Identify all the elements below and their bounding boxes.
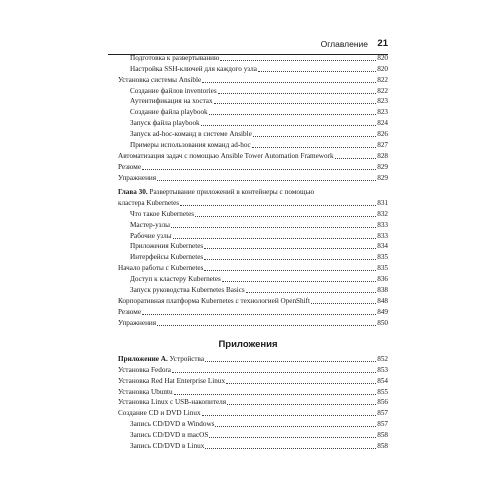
toc-entry-title: Запись CD/DVD в macOS — [130, 431, 209, 440]
toc-entry-title: Создание файла playbook — [130, 108, 208, 117]
toc-entry-title: Корпоративная платформа Kubernetes с технологией OpenShift — [118, 296, 311, 305]
toc-entry[interactable] — [118, 128, 388, 139]
toc-entry-title: Примеры использования команд ad-hoc — [130, 141, 251, 150]
toc-entry-page: 855 — [377, 387, 388, 396]
dot-leader — [246, 292, 376, 293]
toc-entry[interactable] — [118, 106, 388, 117]
toc-entry-page: 835 — [377, 264, 388, 273]
toc-entry-title: Приложения Kubernetes — [130, 242, 204, 251]
toc-entry-page: 858 — [377, 442, 388, 451]
dot-leader — [204, 259, 376, 260]
toc-entry-title: Аутентификация на хостах — [130, 97, 213, 106]
toc-entry[interactable] — [118, 364, 388, 375]
toc-entry[interactable] — [118, 407, 388, 418]
toc-entry[interactable] — [118, 375, 388, 386]
toc-entry[interactable] — [118, 139, 388, 150]
toc-entry[interactable] — [118, 241, 388, 252]
toc-entry[interactable] — [118, 52, 388, 63]
dot-leader — [202, 415, 377, 416]
toc-entry[interactable] — [118, 219, 388, 230]
toc-entry-page: 853 — [377, 365, 388, 374]
dot-leader — [205, 361, 376, 362]
toc-entry-title: Упражнения — [118, 318, 157, 327]
toc-entry-title: кластера Kubernetes — [118, 198, 180, 207]
dot-leader — [218, 93, 377, 94]
dot-leader — [335, 158, 377, 159]
toc-entry-title: Запись CD/DVD в Windows — [130, 420, 215, 429]
toc-entry-title: Автоматизация задач с помощью Ansible Tower Automation Framework — [118, 151, 334, 160]
toc-entry-page: 824 — [377, 119, 388, 128]
toc-entry-page: 823 — [377, 108, 388, 117]
dot-leader — [204, 270, 376, 271]
toc-entry-page: 827 — [377, 141, 388, 150]
toc-entry-page: 828 — [377, 151, 388, 160]
toc-entry-title: Что такое Kubernetes — [130, 209, 195, 218]
toc-entry-page: 856 — [377, 398, 388, 407]
toc-entry-title: Интерфейсы Kubernetes — [130, 253, 204, 262]
toc-entry-page: 858 — [377, 431, 388, 440]
dot-leader — [204, 248, 376, 249]
dot-leader — [209, 114, 377, 115]
toc-entry-page: 857 — [377, 409, 388, 418]
toc-entry[interactable] — [118, 230, 388, 241]
toc-entry-title: Установка Red Hat Enterprise Linux — [118, 376, 226, 385]
toc-entry-title — [118, 355, 204, 364]
toc-chapter-30 — [118, 188, 388, 328]
toc-entry[interactable] — [118, 96, 388, 107]
header-title: Оглавление — [320, 39, 368, 49]
dot-leader — [215, 426, 376, 427]
toc-entry-page: 822 — [377, 86, 388, 95]
toc-appendices — [118, 353, 388, 451]
toc-entry-title: Запись CD/DVD в Linux — [130, 442, 205, 451]
toc-entry[interactable] — [118, 208, 388, 219]
dot-leader — [226, 383, 376, 384]
toc-entry[interactable] — [118, 273, 388, 284]
toc-entry[interactable] — [118, 397, 388, 408]
toc-group-kubernetes — [118, 208, 388, 328]
toc-entry-title: Рабочие узлы — [130, 231, 172, 240]
dot-leader — [258, 71, 376, 72]
dot-leader — [227, 404, 376, 405]
toc-entry-title: Запуск ad-hoc-команд в системе Ansible — [130, 130, 252, 139]
dot-leader — [209, 437, 376, 438]
toc-entry-page: 849 — [377, 307, 388, 316]
toc-entry[interactable] — [118, 262, 388, 273]
toc-entry-page: 850 — [377, 318, 388, 327]
toc-entry[interactable] — [118, 63, 388, 74]
toc-entry[interactable] — [118, 386, 388, 397]
toc-entry-page: 834 — [377, 242, 388, 251]
toc-entry-page: 833 — [377, 220, 388, 229]
toc-entry[interactable] — [118, 161, 388, 172]
toc-entry[interactable] — [118, 440, 388, 451]
toc-entry-title: Создание файлов inventories — [130, 86, 217, 95]
toc-entry[interactable] — [118, 295, 388, 306]
toc-entry-title: Доступ к кластеру Kubernetes — [130, 275, 221, 284]
toc-entry-page: 823 — [377, 97, 388, 106]
toc-entry-title: Мастер-узлы — [130, 220, 170, 229]
toc-group-ansible — [118, 52, 388, 183]
toc-entry-title: Установка Ubuntu — [118, 387, 173, 396]
dot-leader — [195, 216, 376, 217]
toc-entry[interactable] — [118, 317, 388, 328]
dot-leader — [157, 180, 376, 181]
toc-entry-page: 822 — [377, 75, 388, 84]
dot-leader — [253, 136, 376, 137]
appendix-section-heading: Приложения — [218, 339, 278, 350]
dot-leader — [205, 448, 376, 449]
toc-entry[interactable] — [118, 418, 388, 429]
toc-entry-page: 820 — [377, 64, 388, 73]
toc-entry-page: 832 — [377, 209, 388, 218]
toc-group-appendix-a — [118, 364, 388, 451]
chapter-title-line1[interactable] — [118, 188, 388, 197]
toc-entry-page: 838 — [377, 286, 388, 295]
toc-entry-page: 854 — [377, 376, 388, 385]
toc-entry[interactable] — [118, 284, 388, 295]
toc-entry-title: Установка системы Ansible — [118, 75, 202, 84]
toc-entry-page: 857 — [377, 420, 388, 429]
toc-entry[interactable] — [118, 429, 388, 440]
chapter-label: Глава 30. — [118, 188, 148, 196]
toc-entry-page: 829 — [377, 173, 388, 182]
toc-entry-title: Начало работы с Kubernetes — [118, 264, 204, 273]
toc-entry-title: Резюме — [118, 162, 142, 171]
toc-entry[interactable] — [118, 150, 388, 161]
dot-leader — [142, 169, 376, 170]
toc-entry[interactable] — [118, 172, 388, 183]
chapter-title-text: Развертывание приложений в контейнеры с помощью — [147, 188, 315, 196]
toc-entry[interactable] — [118, 306, 388, 317]
dot-leader — [222, 281, 376, 282]
toc-entry-page: 848 — [377, 296, 388, 305]
toc-entry-page: 852 — [377, 354, 388, 363]
toc-entry-title: Установка Fedora — [118, 365, 171, 374]
toc-entry-title: Настройка SSH-ключей для каждого узла — [130, 64, 257, 73]
toc-entry-title: Установка Linux с USB-накопителя — [118, 398, 227, 407]
dot-leader — [214, 103, 377, 104]
dot-leader — [201, 125, 377, 126]
dot-leader — [311, 303, 376, 304]
chapter-title-line2[interactable] — [118, 197, 388, 208]
dot-leader — [172, 372, 376, 373]
toc-entry-title: Запуск файла playbook — [130, 119, 200, 128]
dot-leader — [202, 82, 376, 83]
appendix-title: Устройства — [167, 354, 205, 363]
toc-entry-page: 829 — [377, 162, 388, 171]
toc-entry-title: Запуск руководства Kubernetes Basics — [130, 286, 245, 295]
toc-entry-page: 835 — [377, 253, 388, 262]
toc-entry-title: Подготовка к развертыванию — [130, 53, 220, 62]
toc-entry-page: 820 — [377, 53, 388, 62]
dot-leader — [171, 227, 376, 228]
toc-entry[interactable] — [118, 74, 388, 85]
appendix-label: Приложение А. — [118, 354, 168, 363]
toc-entry[interactable] — [118, 117, 388, 128]
dot-leader — [157, 325, 376, 326]
dot-leader — [142, 314, 376, 315]
toc-entry-page: 826 — [377, 130, 388, 139]
dot-leader — [180, 205, 376, 206]
toc-entry-title: Упражнения — [118, 173, 157, 182]
dot-leader — [252, 147, 377, 148]
header-page-number: 21 — [377, 38, 388, 49]
toc-entry-title: Создание CD и DVD Linux — [118, 409, 201, 418]
dot-leader — [174, 394, 377, 395]
toc-entry-page: 833 — [377, 231, 388, 240]
toc-entry-page: 831 — [377, 198, 388, 207]
toc-entry-page: 836 — [377, 275, 388, 284]
dot-leader — [220, 60, 376, 61]
appendix-a-entry[interactable] — [118, 353, 388, 364]
dot-leader — [173, 238, 377, 239]
toc-entry[interactable] — [118, 85, 388, 96]
toc-entry[interactable] — [118, 251, 388, 262]
toc-entry-title: Резюме — [118, 307, 142, 316]
